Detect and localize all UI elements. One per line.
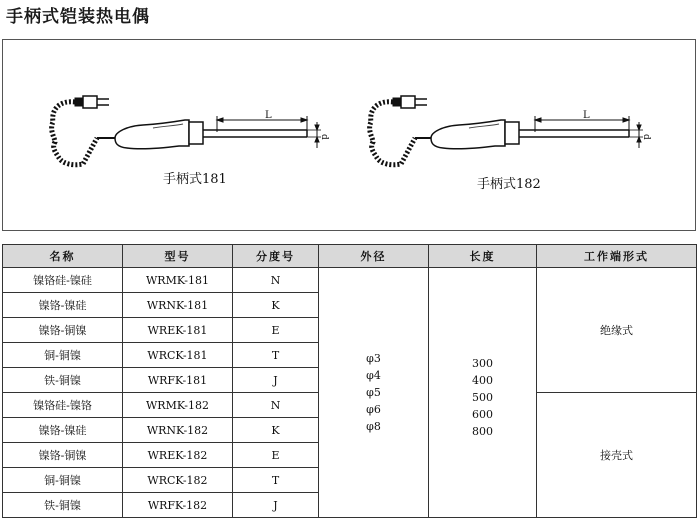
- cell-graduation: T: [233, 468, 319, 493]
- left-caption: 手柄式181: [163, 172, 227, 187]
- cell-graduation: N: [233, 268, 319, 293]
- cell-graduation: J: [233, 493, 319, 518]
- cell-diameters: [319, 268, 429, 518]
- cell-name: 镍铬硅-镍铬: [3, 393, 123, 418]
- thermocouple-diagram: [2, 39, 696, 231]
- thermocouple-182-drawing: [370, 96, 643, 165]
- cell-model: WRMK-182: [123, 393, 233, 418]
- cell-graduation: K: [233, 293, 319, 318]
- length-value: 400: [472, 374, 493, 387]
- cell-lengths: [429, 268, 537, 518]
- diameter-value: φ5: [366, 386, 381, 399]
- col-header-graduation: 分度号: [233, 245, 319, 268]
- cell-name: 镍铬-铜镍: [3, 443, 123, 468]
- diameter-value: φ6: [366, 403, 381, 416]
- cell-graduation: E: [233, 443, 319, 468]
- cell-name: 铁-铜镍: [3, 493, 123, 518]
- cell-model: WRFK-182: [123, 493, 233, 518]
- cell-graduation: T: [233, 343, 319, 368]
- cell-name: 铁-铜镍: [3, 368, 123, 393]
- cell-model: WRFK-181: [123, 368, 233, 393]
- diameter-value: φ3: [366, 352, 381, 365]
- cell-name: 铜-铜镍: [3, 468, 123, 493]
- cell-work-end-grounded: 接壳式: [537, 393, 697, 518]
- cell-graduation: J: [233, 368, 319, 393]
- length-value: 300: [472, 357, 493, 370]
- cell-model: WRMK-181: [123, 268, 233, 293]
- diagram-drawing: [3, 40, 697, 232]
- col-header-length: 长度: [429, 245, 537, 268]
- table-row: [3, 268, 697, 293]
- spec-table: [2, 244, 697, 518]
- cell-graduation: N: [233, 393, 319, 418]
- cell-work-end-insulated: 绝缘式: [537, 268, 697, 393]
- page-title: 手柄式铠装热电偶: [6, 7, 150, 27]
- right-diameter-label: d: [641, 134, 651, 140]
- length-value: 600: [472, 408, 493, 421]
- cell-name: 镍铬-镍硅: [3, 418, 123, 443]
- cell-model: WRNK-182: [123, 418, 233, 443]
- cell-model: WRCK-182: [123, 468, 233, 493]
- diameter-value: φ4: [366, 369, 381, 382]
- col-header-name: 名称: [3, 245, 123, 268]
- diameter-value: φ8: [366, 420, 381, 433]
- col-header-model: 型号: [123, 245, 233, 268]
- length-value: 800: [472, 425, 493, 438]
- cell-graduation: K: [233, 418, 319, 443]
- cell-name: 铜-铜镍: [3, 343, 123, 368]
- right-caption: 手柄式182: [477, 177, 541, 192]
- thermocouple-181-drawing: [52, 96, 321, 165]
- cell-model: WRNK-181: [123, 293, 233, 318]
- cell-model: WREK-181: [123, 318, 233, 343]
- right-length-label: L: [583, 110, 590, 121]
- cell-graduation: E: [233, 318, 319, 343]
- table-header-row: [3, 245, 697, 268]
- length-value: 500: [472, 391, 493, 404]
- cell-name: 镍铬硅-镍硅: [3, 268, 123, 293]
- col-header-work-end: 工作端形式: [537, 245, 697, 268]
- cell-name: 镍铬-镍硅: [3, 293, 123, 318]
- col-header-diameter: 外径: [319, 245, 429, 268]
- cell-model: WREK-182: [123, 443, 233, 468]
- cell-name: 镍铬-铜镍: [3, 318, 123, 343]
- cell-model: WRCK-181: [123, 343, 233, 368]
- left-diameter-label: d: [319, 134, 329, 140]
- left-length-label: L: [265, 110, 272, 121]
